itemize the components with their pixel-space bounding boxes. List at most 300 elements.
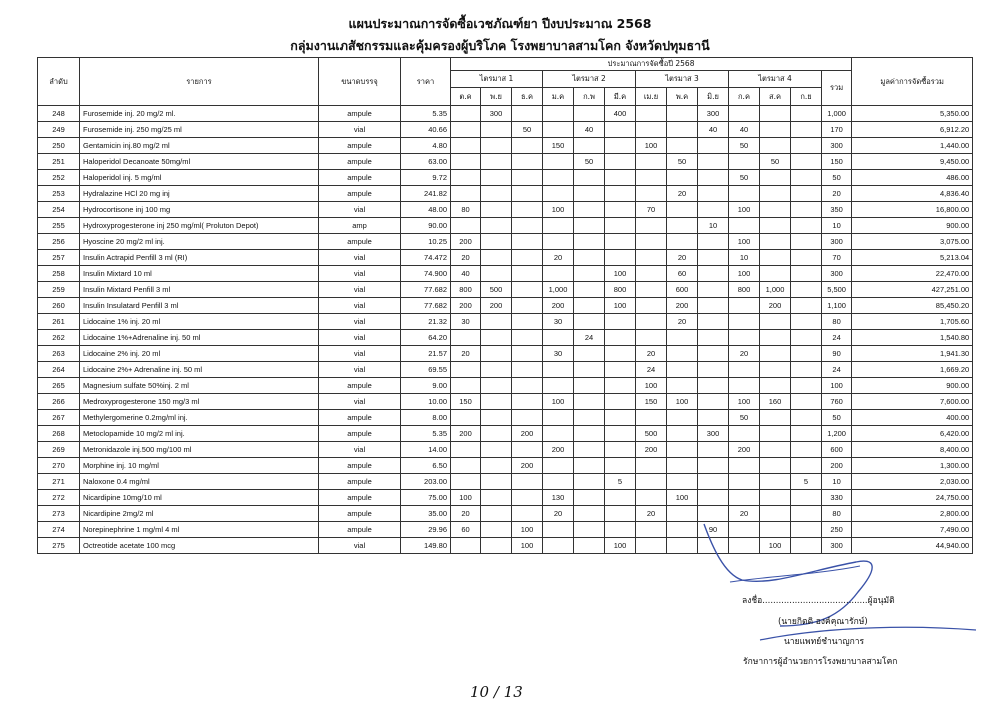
month-quantity: 200	[729, 442, 760, 458]
month-quantity	[698, 410, 729, 426]
month-quantity	[481, 330, 512, 346]
month-quantity	[543, 474, 574, 490]
month-quantity: 100	[729, 394, 760, 410]
month-quantity	[481, 250, 512, 266]
item-name: Furosemide inj. 20 mg/2 ml.	[80, 106, 319, 122]
month-quantity	[605, 458, 636, 474]
month-quantity	[574, 282, 605, 298]
month-quantity	[791, 218, 822, 234]
table-row	[38, 314, 973, 330]
month-quantity: 100	[729, 234, 760, 250]
package-size: vial	[319, 298, 401, 314]
total-quantity: 10	[822, 474, 852, 490]
month-quantity: 800	[605, 282, 636, 298]
month-quantity	[574, 362, 605, 378]
month-quantity: 150	[636, 394, 667, 410]
month-quantity: 50	[512, 122, 543, 138]
month-quantity: 100	[543, 394, 574, 410]
table-row	[38, 138, 973, 154]
total-quantity: 350	[822, 202, 852, 218]
month-quantity	[636, 410, 667, 426]
month-quantity	[543, 218, 574, 234]
month-quantity	[543, 458, 574, 474]
row-number: 268	[38, 426, 80, 442]
month-quantity	[636, 474, 667, 490]
month-quantity: 800	[729, 282, 760, 298]
month-quantity	[760, 186, 791, 202]
month-quantity	[729, 298, 760, 314]
total-quantity: 80	[822, 314, 852, 330]
unit-price: 9.00	[401, 378, 451, 394]
month-quantity	[791, 106, 822, 122]
month-quantity	[512, 138, 543, 154]
row-number: 261	[38, 314, 80, 330]
total-value: 6,420.00	[852, 426, 973, 442]
header-estimate: ประมาณการจัดซื้อปี 2568	[451, 58, 852, 71]
month-quantity: 100	[512, 522, 543, 538]
month-quantity	[760, 346, 791, 362]
month-quantity	[698, 474, 729, 490]
month-quantity: 70	[636, 202, 667, 218]
month-quantity	[512, 282, 543, 298]
row-number: 249	[38, 122, 80, 138]
month-quantity	[481, 266, 512, 282]
month-quantity	[574, 266, 605, 282]
month-quantity	[698, 442, 729, 458]
table-row	[38, 378, 973, 394]
month-quantity: 50	[729, 138, 760, 154]
total-quantity: 5,500	[822, 282, 852, 298]
month-quantity	[760, 458, 791, 474]
month-quantity	[636, 266, 667, 282]
month-quantity	[451, 218, 481, 234]
month-quantity	[698, 282, 729, 298]
total-value: 4,836.40	[852, 186, 973, 202]
month-quantity	[605, 314, 636, 330]
month-quantity: 500	[636, 426, 667, 442]
month-quantity	[574, 538, 605, 554]
month-quantity	[729, 314, 760, 330]
month-quantity	[543, 426, 574, 442]
month-quantity: 50	[667, 154, 698, 170]
month-quantity: 200	[512, 458, 543, 474]
month-quantity	[729, 426, 760, 442]
item-name: Hydroxyprogesterone inj 250 mg/ml( Proluton Depot)	[80, 218, 319, 234]
month-quantity: 200	[636, 442, 667, 458]
row-number: 265	[38, 378, 80, 394]
month-quantity	[605, 202, 636, 218]
item-name: Hydrocortisone inj 100 mg	[80, 202, 319, 218]
month-quantity	[574, 234, 605, 250]
month-quantity	[698, 170, 729, 186]
month-quantity	[636, 122, 667, 138]
row-number: 270	[38, 458, 80, 474]
month-quantity: 50	[729, 170, 760, 186]
month-quantity	[698, 202, 729, 218]
month-quantity	[760, 122, 791, 138]
total-value: 22,470.00	[852, 266, 973, 282]
month-quantity	[791, 490, 822, 506]
month-quantity	[512, 346, 543, 362]
month-quantity: 800	[451, 282, 481, 298]
month-quantity	[760, 266, 791, 282]
row-number: 263	[38, 346, 80, 362]
month-quantity: 20	[543, 506, 574, 522]
month-quantity	[481, 234, 512, 250]
item-name: Haloperidol inj. 5 mg/ml	[80, 170, 319, 186]
total-value: 16,800.00	[852, 202, 973, 218]
unit-price: 5.35	[401, 106, 451, 122]
month-quantity	[605, 442, 636, 458]
signer-position: นายแพทย์ชำนาญการ	[784, 637, 865, 647]
header-month: เม.ย	[636, 88, 667, 106]
table-row	[38, 362, 973, 378]
total-value: 24,750.00	[852, 490, 973, 506]
item-name: Magnesium sulfate 50%inj. 2 ml	[80, 378, 319, 394]
unit-price: 9.72	[401, 170, 451, 186]
month-quantity	[481, 154, 512, 170]
month-quantity	[574, 378, 605, 394]
package-size: ampule	[319, 522, 401, 538]
unit-price: 63.00	[401, 154, 451, 170]
row-number: 255	[38, 218, 80, 234]
month-quantity	[543, 378, 574, 394]
month-quantity	[791, 378, 822, 394]
month-quantity	[791, 282, 822, 298]
month-quantity: 40	[451, 266, 481, 282]
month-quantity	[760, 170, 791, 186]
row-number: 260	[38, 298, 80, 314]
month-quantity	[574, 186, 605, 202]
total-quantity: 20	[822, 186, 852, 202]
month-quantity	[605, 330, 636, 346]
month-quantity	[605, 394, 636, 410]
month-quantity	[451, 330, 481, 346]
row-number: 273	[38, 506, 80, 522]
unit-price: 203.00	[401, 474, 451, 490]
month-quantity	[512, 442, 543, 458]
month-quantity: 100	[636, 138, 667, 154]
month-quantity	[451, 106, 481, 122]
month-quantity	[760, 202, 791, 218]
month-quantity	[791, 266, 822, 282]
table-row	[38, 490, 973, 506]
item-name: Nicardipine 2mg/2 ml	[80, 506, 319, 522]
total-value: 2,030.00	[852, 474, 973, 490]
month-quantity	[636, 250, 667, 266]
month-quantity	[451, 410, 481, 426]
month-quantity	[605, 490, 636, 506]
package-size: vial	[319, 346, 401, 362]
table-row	[38, 218, 973, 234]
month-quantity	[698, 250, 729, 266]
table-row	[38, 442, 973, 458]
month-quantity	[543, 410, 574, 426]
total-value: 900.00	[852, 218, 973, 234]
month-quantity	[667, 362, 698, 378]
table-row	[38, 298, 973, 314]
month-quantity	[698, 346, 729, 362]
row-number: 275	[38, 538, 80, 554]
month-quantity	[636, 170, 667, 186]
item-name: Metronidazole inj.500 mg/100 ml	[80, 442, 319, 458]
month-quantity: 200	[543, 298, 574, 314]
month-quantity	[481, 474, 512, 490]
month-quantity	[605, 154, 636, 170]
month-quantity: 1,000	[543, 282, 574, 298]
month-quantity: 100	[760, 538, 791, 554]
month-quantity	[481, 186, 512, 202]
month-quantity: 20	[729, 506, 760, 522]
month-quantity: 400	[605, 106, 636, 122]
total-quantity: 250	[822, 522, 852, 538]
month-quantity	[667, 202, 698, 218]
total-quantity: 1,200	[822, 426, 852, 442]
month-quantity: 100	[543, 202, 574, 218]
month-quantity	[791, 250, 822, 266]
month-quantity	[636, 298, 667, 314]
month-quantity	[574, 314, 605, 330]
month-quantity	[451, 362, 481, 378]
unit-price: 149.80	[401, 538, 451, 554]
table-row	[38, 122, 973, 138]
month-quantity	[512, 330, 543, 346]
header-month: ส.ค	[760, 88, 791, 106]
month-quantity	[574, 106, 605, 122]
header-month: ก.พ	[574, 88, 605, 106]
month-quantity	[698, 362, 729, 378]
procurement-table	[37, 57, 973, 554]
month-quantity	[760, 378, 791, 394]
package-size: ampule	[319, 170, 401, 186]
month-quantity: 50	[574, 154, 605, 170]
row-number: 251	[38, 154, 80, 170]
row-number: 258	[38, 266, 80, 282]
month-quantity: 100	[729, 266, 760, 282]
package-size: vial	[319, 202, 401, 218]
month-quantity	[667, 410, 698, 426]
month-quantity: 20	[729, 346, 760, 362]
unit-price: 6.50	[401, 458, 451, 474]
total-value: 1,300.00	[852, 458, 973, 474]
month-quantity	[512, 234, 543, 250]
month-quantity	[481, 442, 512, 458]
month-quantity: 20	[451, 346, 481, 362]
row-number: 262	[38, 330, 80, 346]
month-quantity	[791, 122, 822, 138]
item-name: Insulin Actrapid Penfill 3 ml (RI)	[80, 250, 319, 266]
month-quantity	[481, 314, 512, 330]
month-quantity	[636, 186, 667, 202]
month-quantity	[512, 298, 543, 314]
package-size: ampule	[319, 186, 401, 202]
month-quantity	[636, 522, 667, 538]
month-quantity: 160	[760, 394, 791, 410]
month-quantity	[481, 138, 512, 154]
month-quantity	[698, 490, 729, 506]
month-quantity	[698, 378, 729, 394]
header-price: ราคา	[401, 58, 451, 106]
row-number: 271	[38, 474, 80, 490]
month-quantity	[667, 426, 698, 442]
month-quantity	[512, 362, 543, 378]
month-quantity	[512, 410, 543, 426]
month-quantity	[791, 138, 822, 154]
month-quantity	[636, 490, 667, 506]
month-quantity: 200	[451, 298, 481, 314]
header-quarter-1: ไตรมาส 1	[451, 71, 543, 88]
month-quantity	[667, 106, 698, 122]
row-number: 267	[38, 410, 80, 426]
month-quantity: 600	[667, 282, 698, 298]
unit-price: 64.20	[401, 330, 451, 346]
package-size: vial	[319, 362, 401, 378]
month-quantity	[543, 106, 574, 122]
month-quantity	[791, 170, 822, 186]
package-size: ampule	[319, 154, 401, 170]
package-size: ampule	[319, 458, 401, 474]
unit-price: 35.00	[401, 506, 451, 522]
month-quantity	[574, 426, 605, 442]
month-quantity	[574, 298, 605, 314]
table-row	[38, 426, 973, 442]
month-quantity	[760, 106, 791, 122]
signer-role: รักษาการผู้อำนวยการโรงพยาบาลสามโคก	[743, 657, 898, 667]
total-quantity: 1,000	[822, 106, 852, 122]
month-quantity	[791, 202, 822, 218]
row-number: 264	[38, 362, 80, 378]
month-quantity: 200	[512, 426, 543, 442]
month-quantity: 100	[605, 266, 636, 282]
unit-price: 21.32	[401, 314, 451, 330]
month-quantity: 150	[451, 394, 481, 410]
month-quantity	[512, 186, 543, 202]
total-quantity: 24	[822, 362, 852, 378]
unit-price: 21.57	[401, 346, 451, 362]
month-quantity: 100	[667, 394, 698, 410]
month-quantity	[481, 170, 512, 186]
month-quantity	[729, 362, 760, 378]
month-quantity	[543, 538, 574, 554]
item-name: Gentamicin inj.80 mg/2 ml	[80, 138, 319, 154]
month-quantity: 60	[667, 266, 698, 282]
total-quantity: 760	[822, 394, 852, 410]
month-quantity	[512, 474, 543, 490]
unit-price: 69.55	[401, 362, 451, 378]
month-quantity	[481, 218, 512, 234]
month-quantity	[729, 330, 760, 346]
month-quantity: 200	[667, 298, 698, 314]
total-quantity: 600	[822, 442, 852, 458]
total-value: 427,251.00	[852, 282, 973, 298]
unit-price: 77.682	[401, 282, 451, 298]
unit-price: 10.00	[401, 394, 451, 410]
package-size: ampule	[319, 506, 401, 522]
item-name: Metoclopamide 10 mg/2 ml inj.	[80, 426, 319, 442]
unit-price: 74.900	[401, 266, 451, 282]
month-quantity: 200	[451, 234, 481, 250]
table-row	[38, 282, 973, 298]
month-quantity	[698, 154, 729, 170]
table-row	[38, 346, 973, 362]
total-value: 7,490.00	[852, 522, 973, 538]
month-quantity: 200	[451, 426, 481, 442]
month-quantity: 100	[729, 202, 760, 218]
month-quantity	[481, 506, 512, 522]
month-quantity: 40	[574, 122, 605, 138]
month-quantity	[636, 458, 667, 474]
month-quantity	[574, 138, 605, 154]
month-quantity	[698, 394, 729, 410]
unit-price: 5.35	[401, 426, 451, 442]
month-quantity	[543, 170, 574, 186]
month-quantity	[605, 362, 636, 378]
signature-scribble	[690, 520, 990, 650]
total-quantity: 100	[822, 378, 852, 394]
month-quantity: 50	[760, 154, 791, 170]
month-quantity	[760, 490, 791, 506]
item-name: Morphine inj. 10 mg/ml	[80, 458, 319, 474]
month-quantity	[512, 154, 543, 170]
package-size: ampule	[319, 490, 401, 506]
month-quantity: 200	[760, 298, 791, 314]
month-quantity	[791, 234, 822, 250]
header-package: ขนาดบรรจุ	[319, 58, 401, 106]
month-quantity	[512, 506, 543, 522]
total-value: 5,213.04	[852, 250, 973, 266]
item-name: Medroxyprogesterone 150 mg/3 ml	[80, 394, 319, 410]
month-quantity: 300	[698, 426, 729, 442]
total-value: 1,440.00	[852, 138, 973, 154]
month-quantity	[791, 346, 822, 362]
row-number: 248	[38, 106, 80, 122]
month-quantity: 100	[605, 298, 636, 314]
total-value: 900.00	[852, 378, 973, 394]
month-quantity	[729, 490, 760, 506]
month-quantity	[667, 218, 698, 234]
month-quantity	[574, 522, 605, 538]
month-quantity	[605, 410, 636, 426]
item-name: Insulin Mixtard Penfill 3 ml	[80, 282, 319, 298]
header-month: ม.ค	[543, 88, 574, 106]
row-number: 269	[38, 442, 80, 458]
package-size: vial	[319, 330, 401, 346]
table-row	[38, 394, 973, 410]
month-quantity: 20	[451, 250, 481, 266]
total-value: 1,540.80	[852, 330, 973, 346]
month-quantity	[698, 458, 729, 474]
month-quantity	[791, 298, 822, 314]
month-quantity	[667, 170, 698, 186]
month-quantity	[667, 234, 698, 250]
month-quantity	[760, 362, 791, 378]
row-number: 257	[38, 250, 80, 266]
unit-price: 77.682	[401, 298, 451, 314]
table-row	[38, 154, 973, 170]
month-quantity	[481, 410, 512, 426]
month-quantity	[543, 266, 574, 282]
table-row	[38, 250, 973, 266]
month-quantity	[636, 538, 667, 554]
month-quantity	[574, 218, 605, 234]
month-quantity	[451, 138, 481, 154]
month-quantity	[481, 490, 512, 506]
month-quantity	[698, 314, 729, 330]
month-quantity: 50	[729, 410, 760, 426]
item-name: Hydralazine HCl 20 mg inj	[80, 186, 319, 202]
month-quantity: 150	[543, 138, 574, 154]
total-value: 85,450.20	[852, 298, 973, 314]
